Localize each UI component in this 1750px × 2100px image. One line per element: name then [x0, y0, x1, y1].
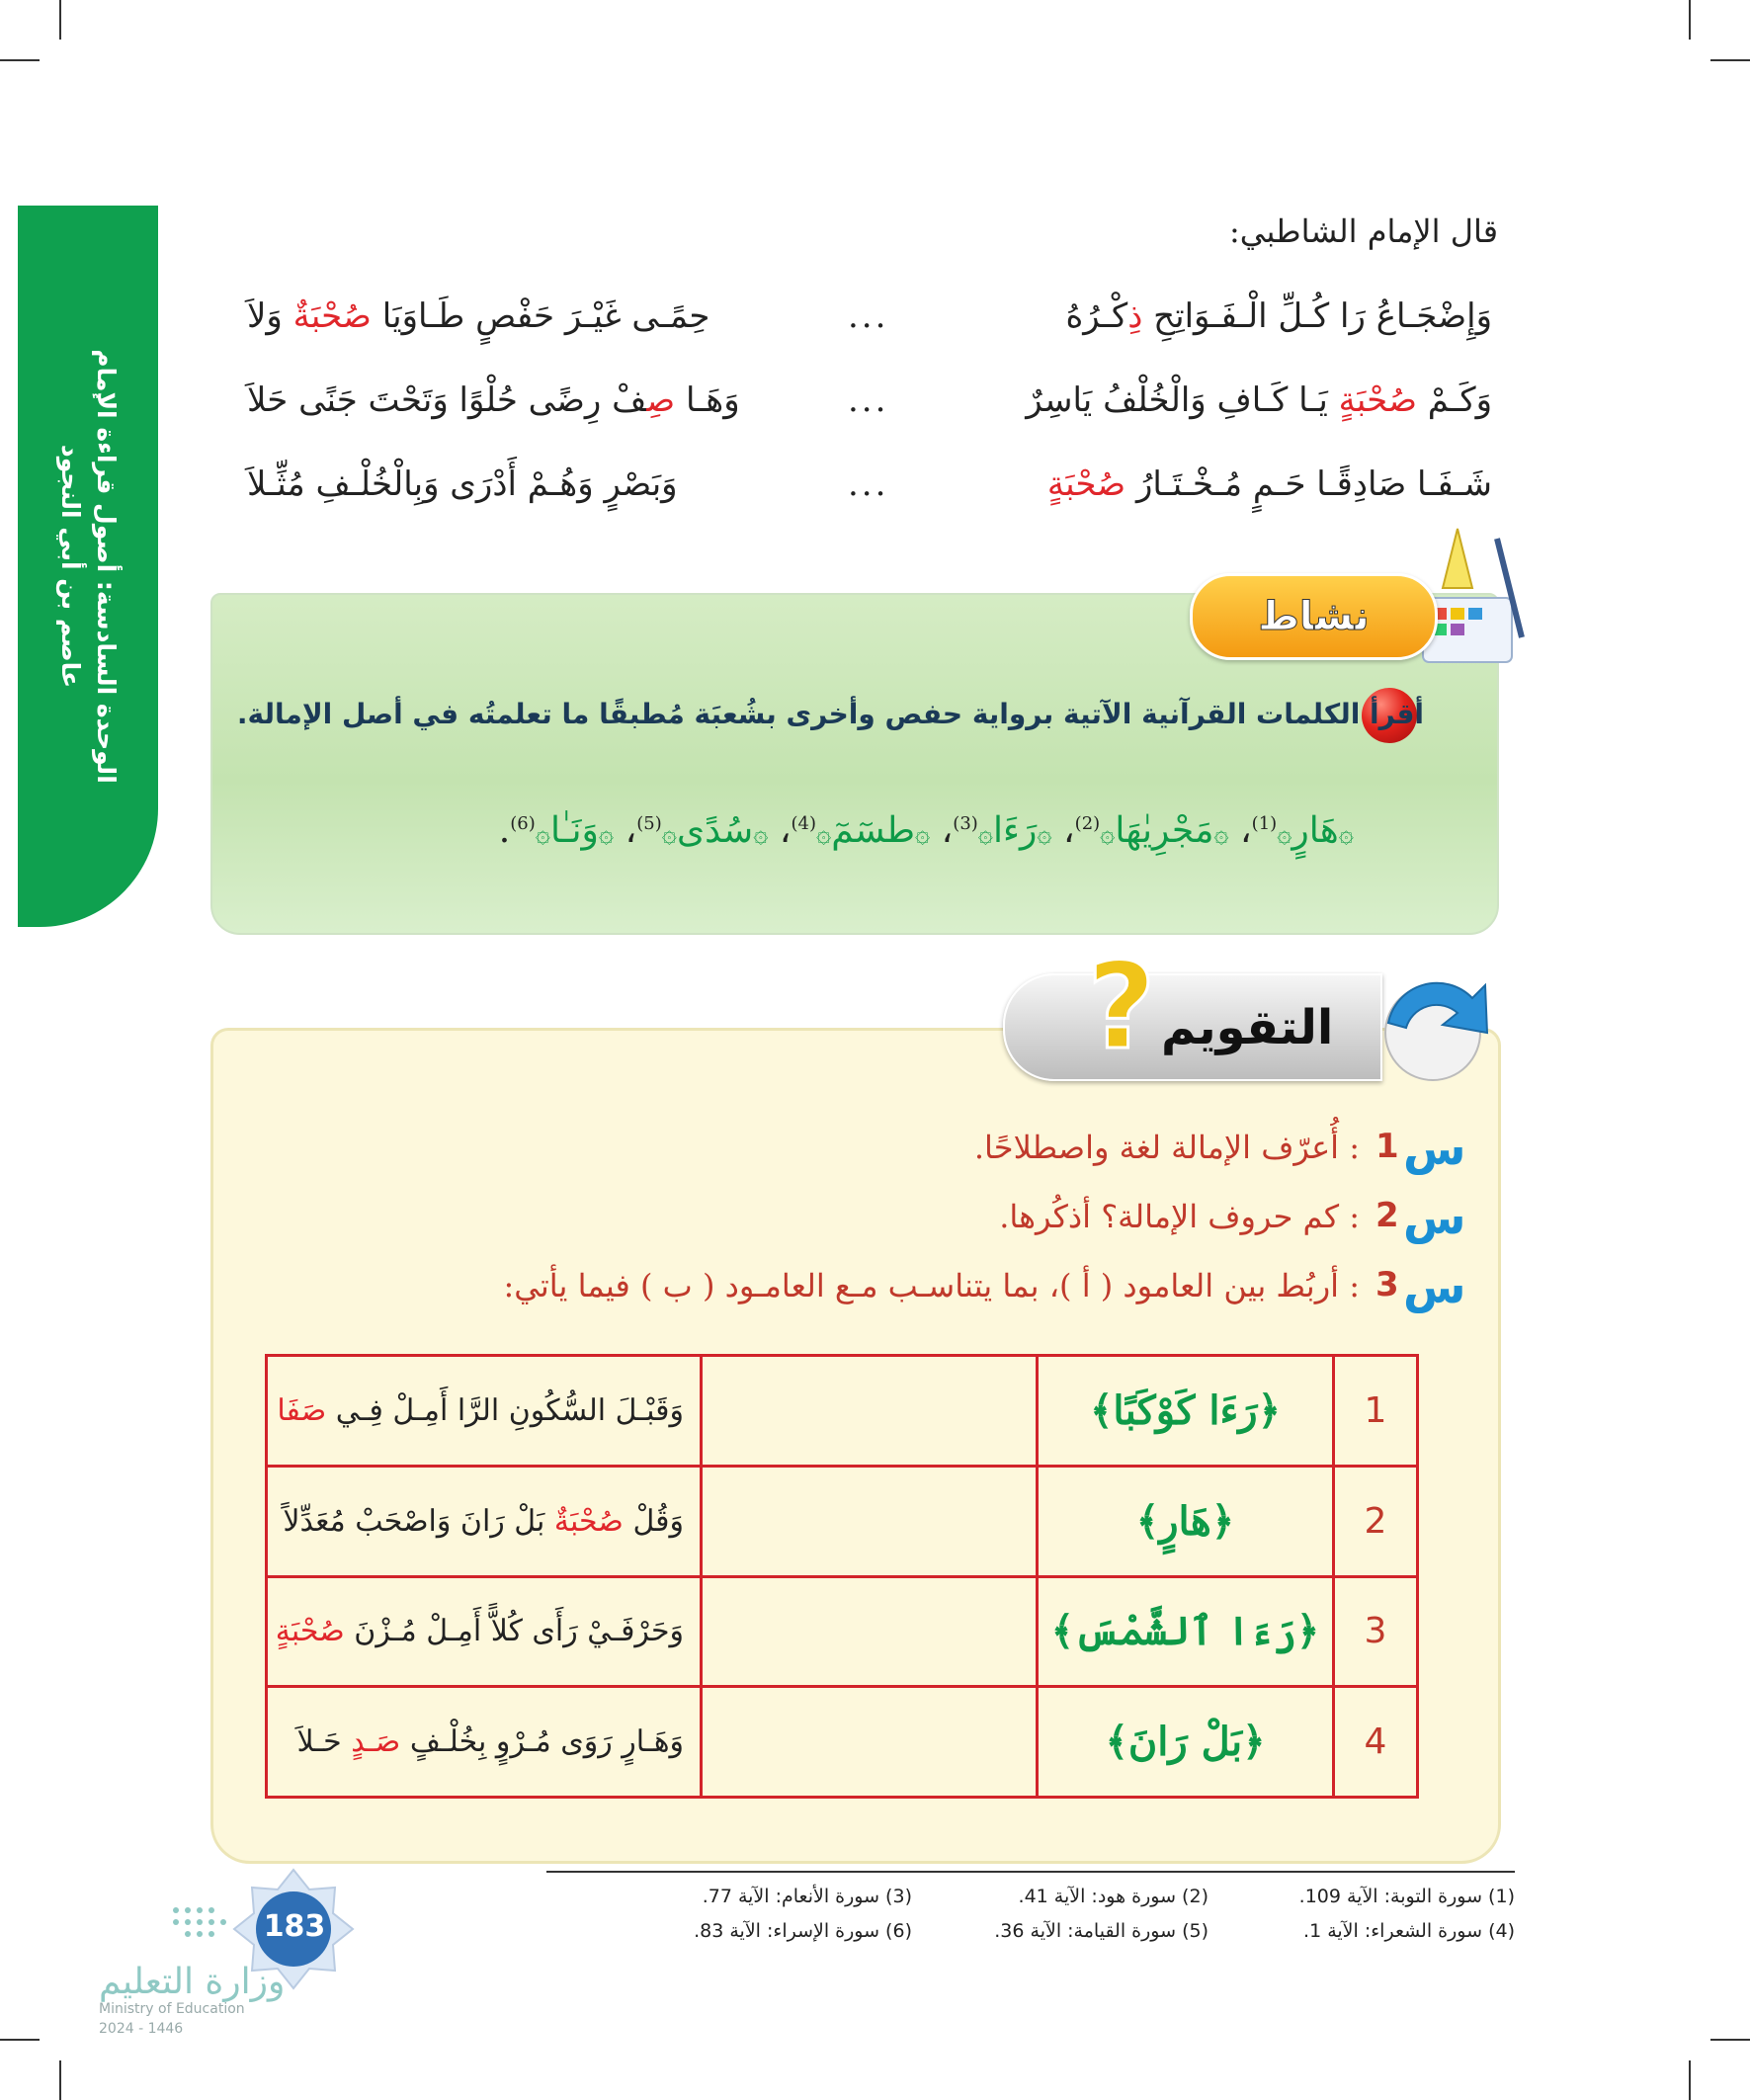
matching-table: [265, 1354, 1419, 1799]
refresh-arrow-icon: [1369, 964, 1497, 1092]
crop-mark: [1689, 0, 1691, 40]
table-row: [267, 1356, 1418, 1467]
footnote: (6) سورة الإسراء: الآية 83.: [694, 1920, 912, 1942]
answer-cell[interactable]: [702, 1466, 1038, 1576]
unit-side-tab: [18, 206, 158, 927]
crop-mark: [1710, 2039, 1750, 2041]
quran-cell: ﴿بَلْ رَانَ﴾: [1038, 1687, 1334, 1798]
quran-words-line: ۞هَارٍ۞$^{(1)}$، ۞مَجْرِيٰهَا۞$^{(2)}$، ۞رَءَا۞$^{(3)}$، ۞طسٓمٓ۞$^{(4)}$، ۞سُدًى۞$^{(5)}$، ۞وَنَـٰا۞$^{(6)}$.: [498, 810, 1354, 851]
footnote: (4) سورة الشعراء: الآية 1.: [1303, 1920, 1515, 1942]
question-tag: س: [1403, 1260, 1466, 1313]
footnote: (3) سورة الأنعام: الآية 77.: [702, 1886, 912, 1907]
footnote-rule: [546, 1871, 1515, 1873]
verse-second-half: حِمًـى غَيْـرَ حَفْصٍ طَـاوَيَا صُحْبَةٌ وَلاَ: [247, 296, 710, 336]
question-tag: س: [1403, 1191, 1466, 1244]
quran-word: وَنَـٰا: [549, 810, 599, 851]
verse-second-half: وَبَصْرٍ وَهُـمْ أَدْرَى وَبِالْخُلْـفِ مُثِّـلاَ: [247, 464, 678, 504]
verse-cell: وَحَرْفَـيْ رَأَى كُلاًّ أَمِـلْ مُـزْنَ صُحْبَةٍ: [267, 1576, 702, 1687]
quran-cell: ﴿رَءَا ٱلشَّمْسَ﴾: [1038, 1576, 1334, 1687]
footnote: (5) سورة القيامة: الآية 36.: [994, 1920, 1208, 1942]
question-tag: س: [1403, 1122, 1466, 1175]
row-number: 3: [1334, 1576, 1418, 1687]
answer-cell[interactable]: [702, 1687, 1038, 1798]
verse-separator: ...: [848, 380, 889, 420]
row-number: 2: [1334, 1466, 1418, 1576]
answer-cell[interactable]: [702, 1576, 1038, 1687]
row-number: 1: [1334, 1356, 1418, 1467]
verse-separator: ...: [848, 296, 889, 336]
quran-word: هَارٍ: [1292, 810, 1339, 851]
question-number: 2: [1375, 1196, 1399, 1235]
crop-mark: [1689, 2060, 1691, 2100]
ministry-logo-icon: [168, 1902, 237, 1952]
evaluation-title: التقويم: [1161, 1000, 1334, 1055]
verse-cell: وَقَبْـلَ السُّكُونِ الرَّا أَمِـلْ فِـي صَفَا: [267, 1356, 702, 1467]
question-number: 3: [1375, 1265, 1399, 1304]
quran-word: رَءَا: [993, 810, 1038, 851]
verse-first-half: وَكَـمْ صُحْبَةٍ يَـا كَـافِ وَالْخُلْفُ يَاسِرٌ: [1026, 380, 1492, 420]
question-mark-icon: ?: [1087, 939, 1156, 1076]
intro-text: قال الإمام الشاطبي:: [1229, 212, 1498, 250]
quran-cell: ﴿هَارٍ﴾: [1038, 1466, 1334, 1576]
verse-second-half: وَهَـا صِفْ رِضًى حُلْوًا وَتَحْتَ جَنًى حَلاَ: [247, 380, 740, 420]
quran-cell: ﴿رَءَا كَوْكَبًا﴾: [1038, 1356, 1334, 1467]
quran-word: مَجْرِيٰهَا: [1115, 810, 1214, 851]
crop-mark: [0, 2039, 40, 2041]
footnote: (1) سورة التوبة: الآية 109.: [1298, 1886, 1515, 1907]
verse-row: [247, 380, 1492, 440]
crop-mark: [1710, 59, 1750, 61]
question-text: : كم حروف الإمالة؟ أذكُرها.: [999, 1198, 1360, 1235]
question-text: : أربُط بين العامود ( أ )، بما يتناسـب مـع العامـود ( ب ) فيما يأتي:: [503, 1267, 1360, 1304]
unit-subtitle: عاصم بن أبي النجود: [56, 444, 85, 689]
verse-first-half: وَإِضْجَـاعُ رَا كُـلِّ الْـفَـوَاتِحِ ذِكْـرُهُ: [1065, 296, 1492, 336]
crop-mark: [59, 0, 61, 40]
quran-word: طسٓمٓ: [831, 810, 915, 851]
quran-word: سُدًى: [676, 810, 754, 851]
table-row: [267, 1687, 1418, 1798]
ministry-name-english: Ministry of Education: [99, 2001, 245, 2017]
verse-row: [247, 296, 1492, 356]
verse-cell: وَقُلْ صُحْبَةٌ بَلْ رَانَ وَاصْحَبْ مُعَدِّلاً: [267, 1466, 702, 1576]
verse-first-half: شَـفَـا صَادِقًـا حَـمٍ مُـخْـتَـارُ صُحْبَةٍ: [1046, 464, 1492, 504]
unit-title: الوحدة السادسة: أصول قراءة الإمام: [92, 349, 121, 784]
footnote: (2) سورة هود: الآية 41.: [1018, 1886, 1208, 1907]
verse-separator: ...: [848, 464, 889, 504]
table-row: [267, 1576, 1418, 1687]
row-number: 4: [1334, 1687, 1418, 1798]
ministry-year: 2024 - 1446: [99, 2021, 184, 2037]
verse-cell: وَهَـارٍ رَوَى مُـرْوٍ بِخُلْـفٍ صَـدٍ حَـلاَ: [267, 1687, 702, 1798]
crop-mark: [59, 2060, 61, 2100]
question-text: : أُعرّف الإمالة لغة واصطلاحًا.: [973, 1129, 1360, 1166]
ministry-name-arabic: وزارة التعليم: [99, 1962, 286, 2002]
question-number: 1: [1375, 1127, 1399, 1166]
verse-row: [247, 464, 1492, 524]
table-row: [267, 1466, 1418, 1576]
crop-mark: [0, 59, 40, 61]
answer-cell[interactable]: [702, 1356, 1038, 1467]
activity-instruction: أقرأ الكلمات القرآنية الآتية برواية حفص وأخرى بشُعبَة مُطبقًا ما تعلمتُه في أصل الإمالة.: [236, 698, 1424, 730]
page-number: 183: [263, 1909, 326, 1944]
activity-badge: نشاط: [1190, 573, 1438, 660]
